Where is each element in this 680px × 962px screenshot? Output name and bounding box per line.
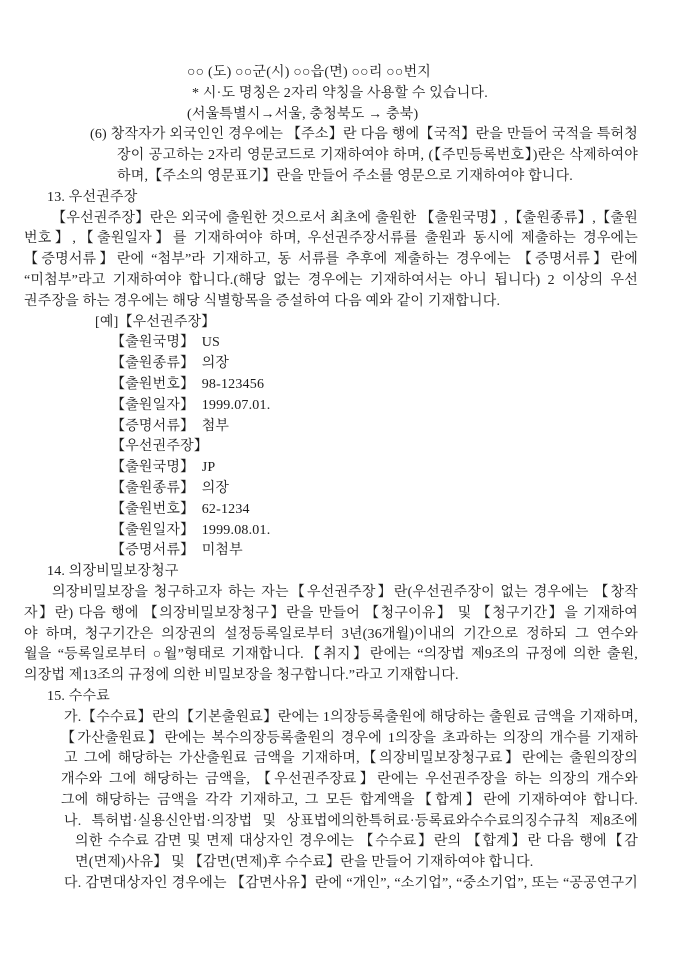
- text-line: 의한 수수료 감면 및 면제 대상자인 경우에는 【수수료】란의 【합계】란 다음 행에【감: [75, 834, 638, 850]
- example-field-line: 【출원일자】 1999.08.01.: [111, 522, 271, 538]
- text-line: 의장법 제13조의 규정에 의한 비밀보장을 청구합니다.”라고 기재합니다.: [24, 668, 459, 684]
- text-line: 하며,【주소의 영문표기】란을 만들어 주소를 영문으로 기재하여야 합니다.: [117, 168, 573, 184]
- address-example-line: ○○ (도) ○○군(시) ○○읍(면) ○○리 ○○번지: [187, 65, 432, 80]
- text-line: 번호】,【출원일자】를 기재하여야 하며, 우선권주장서류를 출원과 동시에 제출하는 경우에는: [24, 231, 638, 247]
- example-field-line: 【출원번호】 98-123456: [111, 376, 265, 392]
- example-field-line: 【우선권주장】: [111, 439, 209, 455]
- text-line: 【가산출원료】란에는 복수의장등록출원의 경우에 1의장을 초과하는 의장의 개수를 기재하: [61, 730, 638, 746]
- example-field-line: 【출원국명】 US: [111, 335, 220, 351]
- note-line: * 시·도 명칭은 2자리 약칭을 사용할 수 있습니다.: [192, 85, 488, 101]
- text-line: 그에 해당하는 금액을 각각 기재하고, 그 모든 합계액을【합계】란에 기재하여야 합니다.: [61, 792, 638, 808]
- text-line: 【증명서류】란에 “첨부”라 기재하고, 동 서류를 추후에 제출하는 경우에는 【증명서류】란에: [24, 252, 638, 268]
- example-field-line: 【출원종류】 의장: [111, 480, 230, 496]
- example-heading: [예]【우선권주장】: [95, 314, 216, 330]
- text-line: 야 하며, 청구기간은 의장권의 설정등록일로부터 3년(36개월)이내의 기간으로 정하되 그 연수와: [24, 626, 638, 642]
- note-line: (서울특별시→서울, 충청북도 → 충북): [187, 106, 419, 122]
- section-heading: 14. 의장비밀보장청구: [47, 564, 179, 580]
- example-field-line: 【출원국명】 JP: [111, 460, 216, 476]
- text-line: 【우선권주장】란은 외국에 출원한 것으로서 최초에 출원한 【출원국명】,【출원종류】,【출원: [52, 210, 638, 226]
- text-line: 자】란) 다음 행에 【의장비밀보장청구】란을 만들어 【청구이유】 및 【청구기간】을 기재하여: [24, 605, 638, 621]
- text-line: 권주장을 하는 경우에는 해당 식별항목을 증설하여 다음 예와 같이 기재합니다.: [24, 293, 501, 309]
- example-field-line: 【출원일자】 1999.07.01.: [111, 397, 271, 413]
- list-item-line: 다. 감면대상자인 경우에는 【감면사유】란에 “개인”, “소기업”, “중소기업”, 또는 “공공연구기: [64, 876, 638, 892]
- example-field-line: 【출원번호】 62-1234: [111, 501, 250, 517]
- section-heading: 13. 우선권주장: [47, 189, 138, 205]
- example-field-line: 【증명서류】 첨부: [111, 418, 230, 434]
- text-line: 면(면제)사유】 및 【감면(면제)후 수수료】란을 만들어 기재하여야 합니다.: [75, 855, 534, 871]
- text-line: 장이 공고하는 2자리 영문코드로 기재하여야 하며, (【주민등록번호】)란은 삭제하여야: [117, 148, 638, 164]
- text-line: 의장비밀보장을 청구하고자 하는 자는【우선권주장】란(우선권주장이 없는 경우에는 【창작: [52, 584, 638, 600]
- section-heading: 15. 수수료: [47, 688, 110, 704]
- text-line: (6) 창작자가 외국인인 경우에는 【주소】란 다음 행에【국적】란을 만들어 국적을 특허청: [90, 127, 638, 143]
- list-item-line: 나. 특허법·실용신안법·의장법 및 상표법에의한특허료·등록료와수수료의징수규칙 제8조에: [64, 813, 638, 829]
- text-line: 월을 “등록일로부터 ○월”형태로 기재합니다.【취지】란에는 “의장법 제9조의 규정에 의한 출원,: [24, 647, 638, 663]
- example-field-line: 【출원종류】 의장: [111, 356, 230, 372]
- list-item-line: 가.【수수료】란의【기본출원료】란에는 1의장등록출원에 해당하는 출원료 금액을 기재하며,: [64, 709, 638, 725]
- text-line: 고 그에 해당하는 가산출원료 금액을 기재하며,【의장비밀보장청구료】란에는 출원의장의: [64, 751, 638, 767]
- text-line: “미첨부”라고 기재하여야 합니다.(해당 없는 경우에는 기재하여서는 아니 됩니다) 2 이상의 우선: [24, 272, 638, 288]
- example-field-line: 【증명서류】 미첨부: [111, 543, 243, 559]
- text-line: 개수와 그에 해당하는 금액을, 【우선권주장료】란에는 우선권주장을 하는 의장의 개수와: [61, 772, 638, 788]
